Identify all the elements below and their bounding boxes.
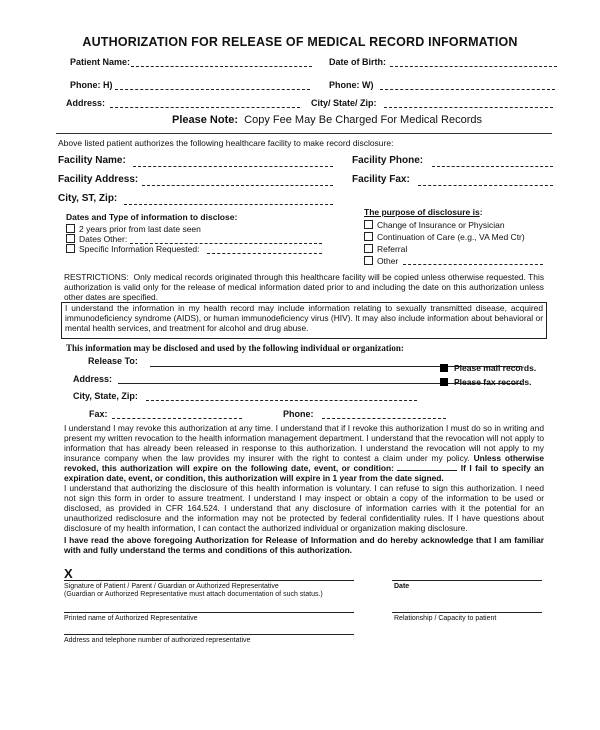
recipient-city-label: City, State, Zip: (73, 391, 138, 401)
date-option-label: Dates Other: (79, 234, 128, 244)
printed-name-label: Printed name of Authorized Representative (64, 615, 198, 622)
purpose-option-label: Other (377, 256, 399, 266)
checkbox[interactable] (66, 234, 75, 243)
mail-records-option[interactable] (440, 363, 536, 373)
facility-address-field[interactable] (142, 185, 333, 186)
checkbox[interactable] (66, 244, 75, 253)
acknowledge-text: I have read the above foregoing Authorization for Release of Information and do hereby acknowledge that I am familiar with and fully understand the terms and conditions of this authorization. (64, 535, 544, 555)
date-option-specific[interactable] (66, 244, 199, 254)
phone-w-field[interactable] (380, 89, 555, 90)
mail-records-label: Please mail records. (454, 363, 537, 373)
dates-heading: Dates and Type of information to disclose: (66, 212, 238, 222)
date-field[interactable] (392, 580, 542, 581)
facility-fax-label: Facility Fax: (352, 174, 410, 185)
signature-x-mark: X (64, 566, 73, 581)
recipient-city-field[interactable] (146, 400, 417, 401)
phone-w-label: Phone: W) (329, 80, 374, 90)
representative-address-label: Address and telephone number of authorized representative (64, 637, 251, 644)
revocation-text: I understand I may revoke this authorization at any time. I understand that if I revoke this authorization I must do so in writing and present my written revocation to the health information management department. I understand that the revocation will not apply to information that has already been released in response to this authorization. I understand the revocation will not apply to my insurance company when the law provides my insurer with the right to contest a claim under my policy. (64, 423, 544, 463)
restrictions-paragraph (64, 273, 544, 303)
relationship-label: Relationship / Capacity to patient (394, 615, 497, 622)
fee-note (172, 114, 482, 126)
signature-note: (Guardian or Authorized Representative must attach documentation of such status.) (64, 591, 323, 598)
checkbox[interactable] (364, 256, 373, 265)
purpose-option-other[interactable] (364, 256, 398, 266)
checkbox[interactable] (66, 224, 75, 233)
restrictions-text: Only medical records originated through this healthcare facility will be copied unless otherwise requested. This authorization is valid only for the release of medical information dated prior to and including the date on this authorization unless other dates are specified. (64, 272, 545, 302)
date-option-label: Specific Information Requested: (79, 244, 200, 254)
purpose-option-label: Continuation of Care (e.g., VA Med Ctr) (377, 232, 525, 242)
revocation-expire-text: Unless otherwise revoked, this authorization will expire on the following date, event, or condition: (64, 452, 545, 473)
signature-label: Signature of Patient / Parent / Guardian or Authorized Representative (64, 583, 279, 590)
recipient-address-label: Address: (73, 374, 113, 384)
purpose-option-insurance[interactable] (364, 220, 505, 230)
facility-address-label: Facility Address: (58, 174, 139, 185)
purpose-option-label: Change of Insurance or Physician (377, 220, 505, 230)
purpose-option-referral[interactable] (364, 244, 407, 254)
dob-field[interactable] (390, 66, 557, 67)
revocation-expire-tail: If I fail to specify an expiration date, event, or condition, this authorization will expire in 1 year from the date signed. (64, 462, 545, 483)
facility-phone-label: Facility Phone: (352, 155, 424, 166)
address-label: Address: (66, 98, 106, 108)
restrictions-label: RESTRICTIONS: (64, 272, 129, 282)
facility-intro: Above listed patient authorizes the following healthcare facility to make record disclosure: (58, 138, 394, 148)
form-title: AUTHORIZATION FOR RELEASE OF MEDICAL RECORD INFORMATION (82, 35, 518, 49)
divider (56, 133, 552, 134)
facility-phone-field[interactable] (432, 166, 553, 167)
date-option-label: 2 years prior from last date seen (79, 224, 201, 234)
signature-field[interactable] (64, 580, 354, 581)
checkbox[interactable] (364, 244, 373, 253)
purpose-option-label: Referral (377, 244, 408, 254)
date-option-other[interactable] (66, 234, 127, 244)
facility-name-label: Facility Name: (58, 155, 126, 166)
dob-label: Date of Birth: (329, 57, 386, 67)
city-state-zip-label: City/ State/ Zip: (311, 98, 377, 108)
voluntary-text: I understand that authorizing the disclosure of this health information is voluntary. I can refuse to sign this authorization. I need not sign this form in order to assure treatment. I understand I may inspect or obtain a copy of the information to be used or disclosed, as provided in CFR 164.524. I understand that any disclosure of information carries with it the potential for an unauthorized redisclosure and the information may not be protected by federal confidentiality rules. If I have questions about disclosure of my health information, I can contact the authorized individual or organization making disclosure. (64, 483, 544, 533)
recipient-fax-label: Fax: (89, 409, 108, 419)
fee-note-text: Copy Fee May Be Charged For Medical Records (244, 114, 482, 126)
specific-info-field[interactable] (207, 253, 322, 254)
phone-h-field[interactable] (115, 89, 310, 90)
facility-fax-field[interactable] (418, 185, 553, 186)
recipient-phone-label: Phone: (283, 409, 314, 419)
printed-name-field[interactable] (64, 612, 354, 613)
purpose-option-continuation[interactable] (364, 232, 525, 242)
purpose-other-field[interactable] (403, 264, 543, 265)
patient-name-field[interactable] (131, 66, 312, 67)
revocation-paragraph (64, 424, 544, 483)
purpose-heading-colon: : (479, 207, 483, 217)
facility-city-label: City, ST, Zip: (58, 193, 118, 204)
sensitive-info-text: I understand the information in my health record may include information relating to sexually transmitted disease, acquired immunodeficiency syndrome (AIDS), or human immunodeficiency virus (HIV). It may also include information about behavioral or mental health services, and treatment for alcohol and drug abuse. (65, 303, 543, 333)
representative-address-field[interactable] (64, 634, 354, 635)
fax-records-label: Please fax records. (454, 377, 532, 387)
date-label: Date (394, 583, 410, 590)
sensitive-info-box (61, 302, 547, 339)
fee-note-label: Please Note: (172, 114, 239, 126)
city-state-zip-field[interactable] (384, 107, 553, 108)
checkbox[interactable] (440, 378, 448, 386)
facility-name-field[interactable] (133, 166, 333, 167)
date-option-2-years[interactable] (66, 224, 201, 234)
phone-h-label: Phone: H) (70, 80, 113, 90)
purpose-heading (364, 207, 483, 217)
release-to-label: Release To: (88, 356, 138, 366)
facility-city-field[interactable] (124, 204, 333, 205)
recipient-phone-field[interactable] (322, 418, 446, 419)
recipient-fax-field[interactable] (112, 418, 242, 419)
voluntary-paragraph (64, 484, 544, 534)
checkbox[interactable] (364, 220, 373, 229)
checkbox[interactable] (364, 232, 373, 241)
fax-records-option[interactable] (440, 377, 532, 387)
acknowledge-paragraph (64, 536, 544, 556)
relationship-field[interactable] (392, 612, 542, 613)
purpose-heading-text: The purpose of disclosure is (364, 207, 480, 217)
patient-name-label: Patient Name: (70, 57, 131, 67)
expiration-field[interactable] (397, 470, 457, 471)
recipient-heading: This information may be disclosed and used by the following individual or organization: (66, 343, 404, 353)
address-field[interactable] (110, 107, 300, 108)
checkbox[interactable] (440, 364, 448, 372)
